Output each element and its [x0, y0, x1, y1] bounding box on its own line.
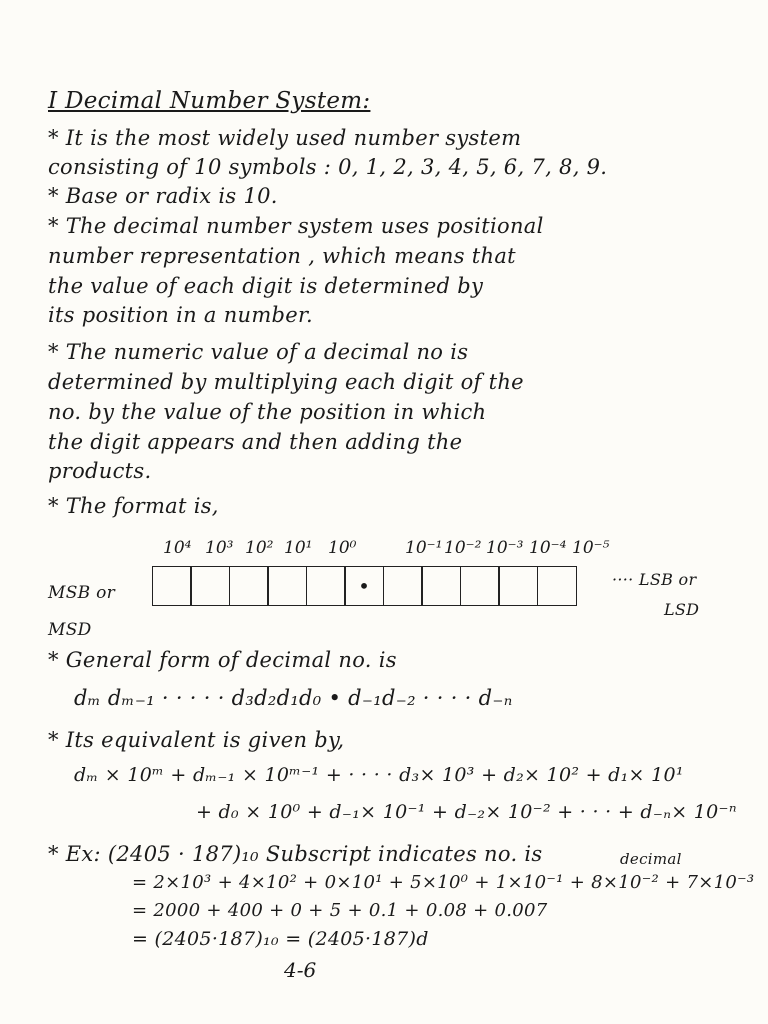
- text-line: number representation , which means that: [48, 244, 516, 268]
- equivalent-line-2: + d₀ × 10⁰ + d₋₁× 10⁻¹ + d₋₂× 10⁻² + · · · + d₋ₙ× 10⁻ⁿ: [196, 801, 737, 823]
- digit-cell: [306, 566, 346, 606]
- power-label: 10⁰: [328, 538, 357, 558]
- lsb-label: ···· LSB or: [612, 570, 697, 589]
- power-label: 10⁻³: [486, 538, 524, 558]
- page-number: 4-6: [284, 958, 317, 982]
- digit-cell: [190, 566, 230, 606]
- example-line: = 2×10³ + 4×10² + 0×10¹ + 5×10⁰ + 1×10⁻¹ + 8×10⁻² + 7×10⁻³: [132, 872, 755, 893]
- section-heading: I Decimal Number System:: [48, 88, 371, 114]
- text-line: the value of each digit is determined by: [48, 274, 484, 298]
- example-note: decimal: [620, 850, 682, 868]
- example-line: = (2405·187)₁₀ = (2405·187)d: [132, 928, 429, 950]
- text-line: consisting of 10 symbols : 0, 1, 2, 3, 4, 5, 6, 7, 8, 9.: [48, 155, 608, 179]
- decimal-point-cell: •: [344, 566, 384, 606]
- text-line: its position in a number.: [48, 303, 314, 327]
- text-line: * General form of decimal no. is: [48, 648, 397, 672]
- text-line: no. by the value of the position in which: [48, 400, 487, 424]
- digit-position-boxes: [153, 566, 577, 606]
- power-label: 10⁴: [163, 538, 192, 558]
- power-label: 10⁻¹: [405, 538, 443, 558]
- digit-cell: [267, 566, 307, 606]
- text-line: * Its equivalent is given by,: [48, 728, 345, 752]
- msd-label: MSD: [48, 620, 92, 640]
- lsd-label: LSD: [664, 600, 700, 619]
- text-line: products.: [48, 459, 152, 483]
- digit-cell: [421, 566, 461, 606]
- example-line: = 2000 + 400 + 0 + 5 + 0.1 + 0.08 + 0.007: [132, 900, 548, 921]
- digit-cell: [460, 566, 500, 606]
- text-line: determined by multiplying each digit of the: [48, 370, 524, 394]
- digit-cell: [152, 566, 192, 606]
- power-label: 10⁻⁴: [529, 538, 567, 558]
- msb-label: MSB or: [48, 583, 116, 603]
- equivalent-line-1: dₘ × 10ᵐ + dₘ₋₁ × 10ᵐ⁻¹ + · · · · d₃× 10³ + d₂× 10² + d₁× 10¹: [74, 764, 684, 786]
- example-line: * Ex: (2405 · 187)₁₀ Subscript indicates no. is: [48, 842, 543, 866]
- general-form: dₘ dₘ₋₁ · · · · · d₃d₂d₁d₀ • d₋₁d₋₂ · · · · d₋ₙ: [74, 686, 513, 710]
- digit-cell: [498, 566, 538, 606]
- digit-cell: [537, 566, 577, 606]
- text-line: * The decimal number system uses positional: [48, 214, 544, 238]
- text-line: * It is the most widely used number system: [48, 126, 522, 150]
- power-label: 10⁻⁵: [572, 538, 610, 558]
- power-label: 10²: [245, 538, 274, 558]
- digit-cell: [229, 566, 269, 606]
- text-line: * The numeric value of a decimal no is: [48, 340, 469, 364]
- text-line: * Base or radix is 10.: [48, 184, 278, 208]
- power-label: 10³: [205, 538, 234, 558]
- text-line: the digit appears and then adding the: [48, 430, 463, 454]
- text-line: * The format is,: [48, 494, 219, 518]
- digit-cell: [383, 566, 423, 606]
- power-label: 10⁻²: [444, 538, 482, 558]
- power-label: 10¹: [284, 538, 313, 558]
